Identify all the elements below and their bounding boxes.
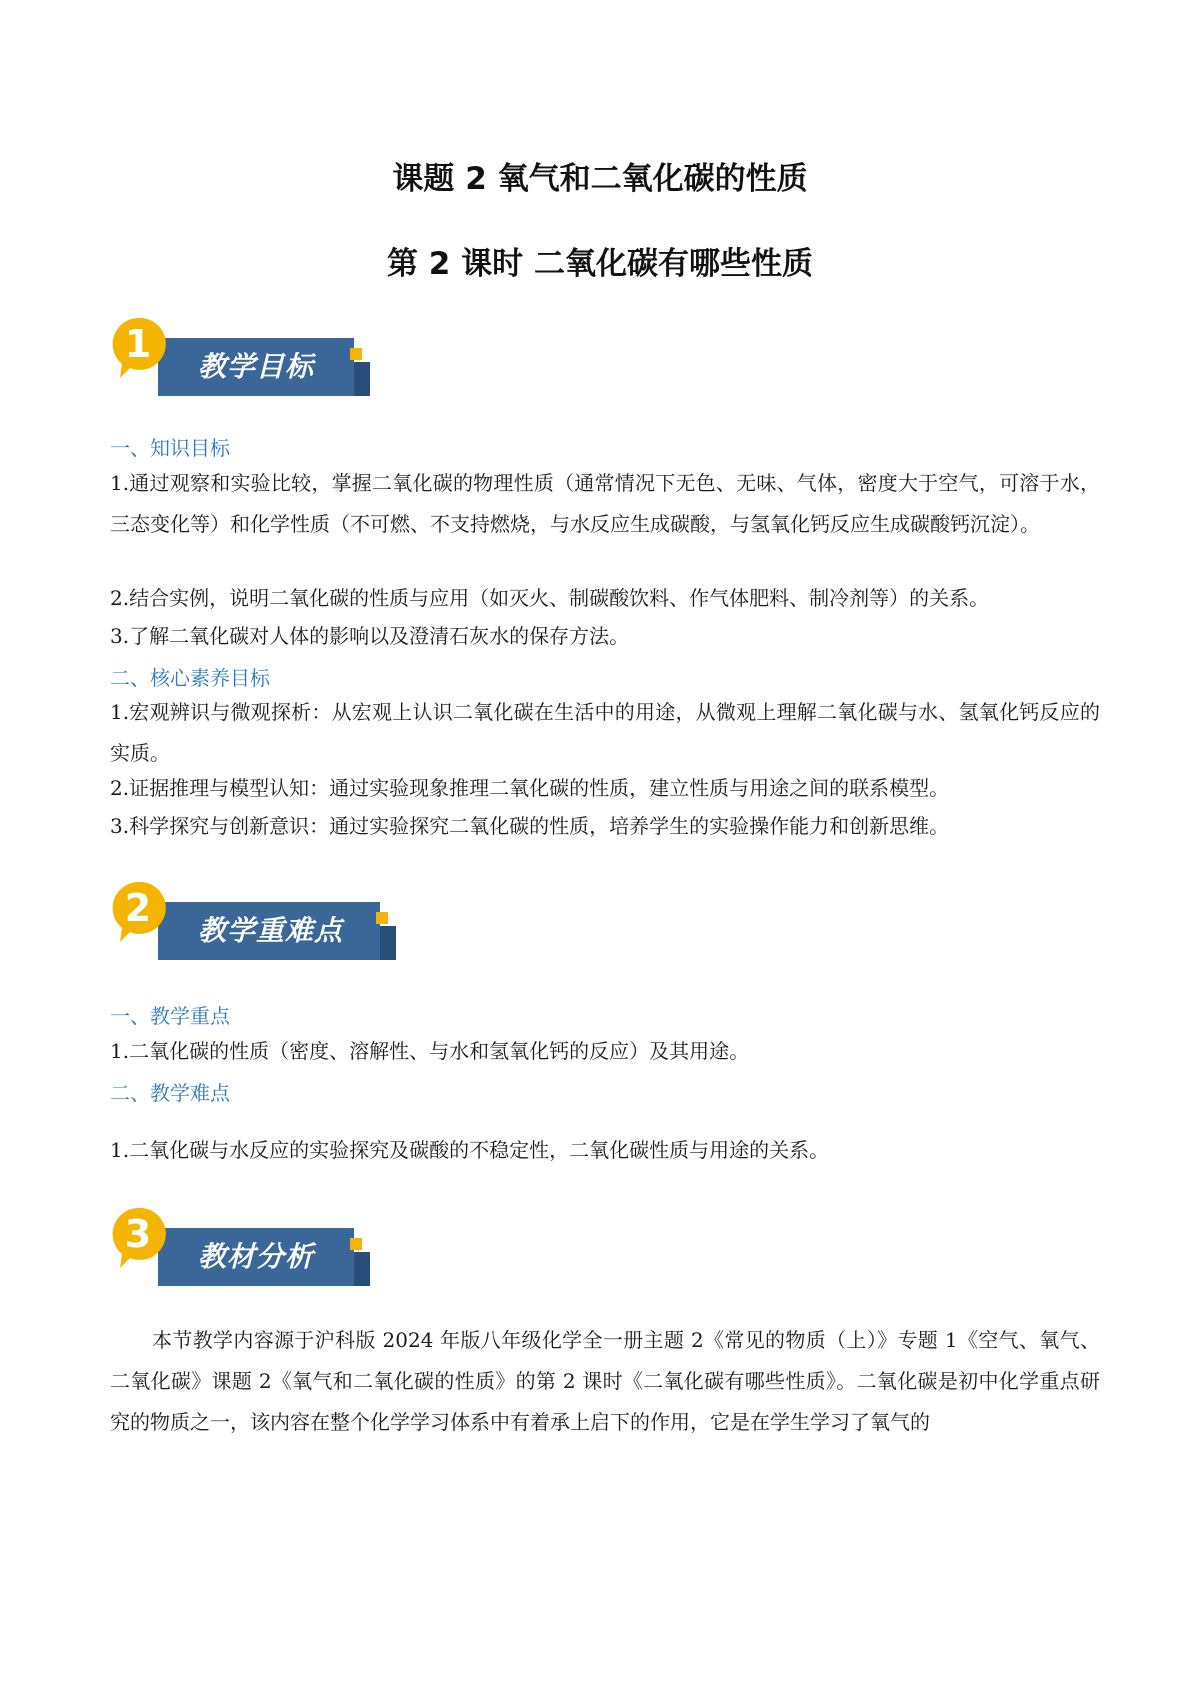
banner-label: 教材分析: [198, 1240, 315, 1273]
core-item: 3.科学探究与创新意识：通过实验探究二氧化碳的性质，培养学生的实验操作能力和创新思维。: [110, 814, 950, 838]
banner-tab: [354, 362, 370, 396]
banner-tab: [354, 1252, 370, 1286]
analysis-paragraph: 本节教学内容源于沪科版 2024 年版八年级化学全一册主题 2《常见的物质（上）》专题 1《空气、氧气、二氧化碳》课题 2《氧气和二氧化碳的性质》的第 2 课时《二氧化碳有哪些性质》。二氧化碳是初中化学重点研究的物质之一，该内容在整个化学学习体系中有着承上启下的作用，它是在学生学习了氧气的: [110, 1328, 1100, 1434]
banner-label: 教学目标: [198, 350, 315, 383]
heading-knowledge-goals: 一、知识目标: [110, 436, 230, 460]
heading-teaching-focus: 一、教学重点: [110, 1004, 230, 1028]
banner-bar: [158, 902, 380, 960]
heading-core-literacy-goals: 二、核心素养目标: [110, 666, 270, 690]
knowledge-item: 2.结合实例，说明二氧化碳的性质与应用（如灭火、制碳酸饮料、作气体肥料、制冷剂等）的关系。: [110, 586, 990, 610]
focus-item: 1.二氧化碳的性质（密度、溶解性、与水和氢氧化钙的反应）及其用途。: [110, 1039, 750, 1063]
heading-teaching-difficulty: 二、教学难点: [110, 1081, 230, 1105]
section-number: 3: [124, 1212, 152, 1256]
banner-square: [376, 912, 388, 924]
knowledge-item: 1.通过观察和实验比较，掌握二氧化碳的物理性质（通常情况下无色、无味、气体，密度大于空气，可溶于水，三态变化等）和化学性质（不可燃、不支持燃烧，与水反应生成碳酸，与氢氧化钙反应生成碳酸钙沉淀）。: [110, 471, 1100, 536]
banner-label: 教学重难点: [198, 914, 344, 947]
difficulty-item: 1.二氧化碳与水反应的实验探究及碳酸的不稳定性，二氧化碳性质与用途的关系。: [110, 1138, 830, 1162]
banner-bar: [158, 1228, 354, 1286]
banner-square: [350, 348, 362, 360]
banner-tab: [380, 926, 396, 960]
banner-bar: [158, 338, 354, 396]
document-title: 课题 2 氧气和二氧化碳的性质: [392, 161, 808, 197]
core-item: 2.证据推理与模型认知：通过实验现象推理二氧化碳的性质，建立性质与用途之间的联系模型。: [110, 776, 950, 800]
knowledge-item: 3.了解二氧化碳对人体的影响以及澄清石灰水的保存方法。: [110, 624, 630, 648]
document-subtitle: 第 2 课时 二氧化碳有哪些性质: [387, 246, 813, 282]
core-item: 1.宏观辨识与微观探析：从宏观上认识二氧化碳在生活中的用途，从微观上理解二氧化碳与水、氢氧化钙反应的实质。: [110, 700, 1100, 765]
banner-square: [350, 1238, 362, 1250]
section-number: 2: [124, 886, 152, 930]
section-number: 1: [124, 322, 152, 366]
